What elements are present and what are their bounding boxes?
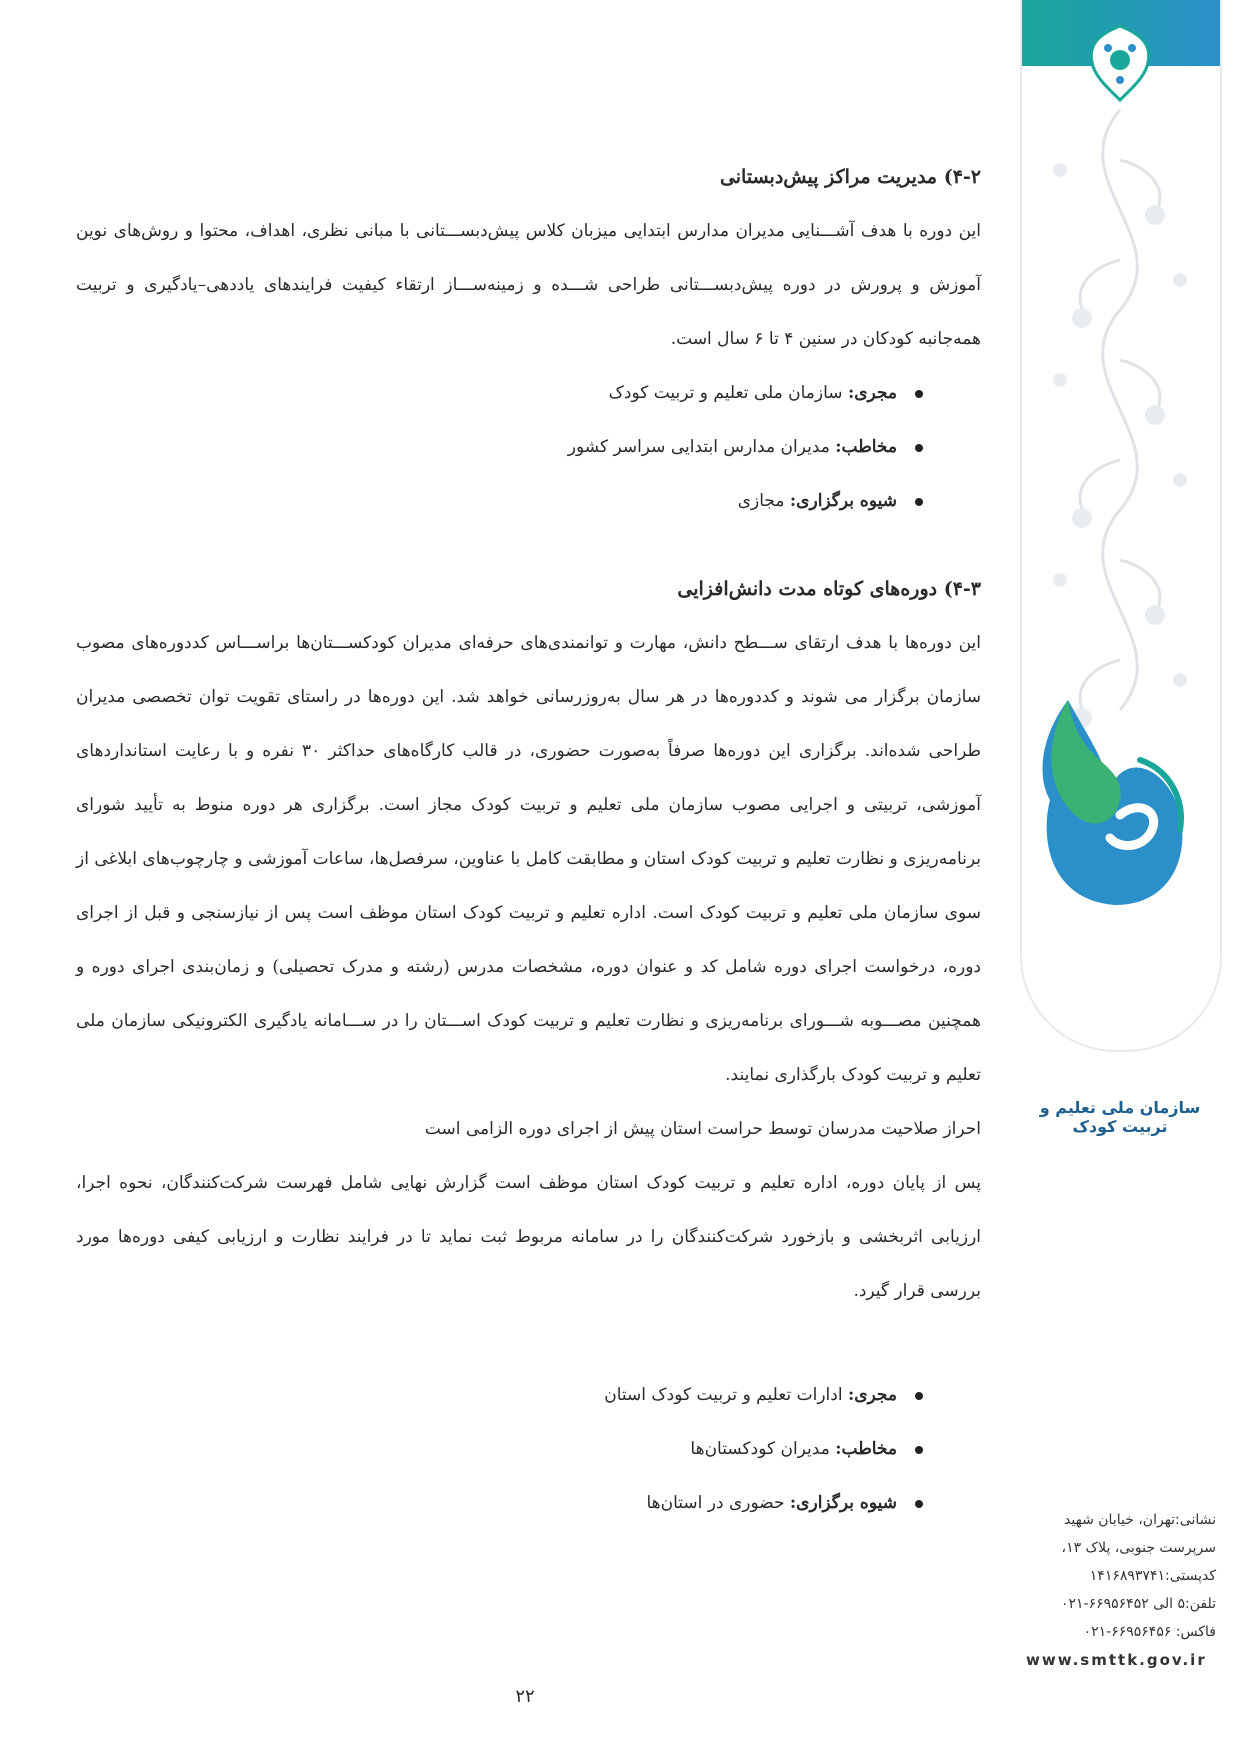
bullet-label: مجری:: [847, 1385, 897, 1405]
fax-number: فاکس: ۶۶۹۵۶۴۵۶-۰۲۱: [1083, 1624, 1216, 1640]
organization-logo-text: سازمان ملی تعلیم و تربیت کودک: [1039, 1098, 1201, 1136]
instructor-clearance-note: احراز صلاحیت مدرسان توسط حراست استان پیش از اجرای دوره الزامی است: [424, 1119, 981, 1139]
organization-emblem-icon: [1043, 700, 1183, 905]
final-report-paragraph: پس از پایان دوره، اداره تعلیم و تربیت کودک استان موظف است گزارش نهایی شامل فهرست شرکت‌کنندگان، نحوه اجرا، ارزیابی اثربخشی و بازخورد شرکت‌کنندگان را در سامانه مربوط ثبت نماید تا در فرایند نظارت و ارزیابی کیفی دوره‌ها مورد بررسی قرار گیرد.: [76, 1173, 982, 1301]
short-courses-details: [76, 1368, 981, 1530]
preschool-management-paragraph: این دوره با هدف آشـــنایی مدیران مدارس ابتدایی میزبان کلاس پیش‌دبســـتانی با مبانی نظری، اهداف، محتوا و روش‌های نوین آموزش و پرورش در دوره پیش‌دبســـتانی طراحی شـــده و زمینه‌ســـاز ارتقاء کیفیت فرایندهای یاددهی–یادگیری و تربیت همه‌جانبه کودکان در سنین ۴ تا ۶ سال است.: [76, 221, 981, 349]
bullet-value: حضوری در استان‌ها: [646, 1493, 785, 1513]
medallion-icon: [1091, 26, 1149, 100]
page-number: ۲۲: [515, 1686, 535, 1707]
list-item: [76, 1476, 923, 1530]
section-heading-preschool-management: ۴-۲) مدیریت مراکز پیش‌دبستانی: [719, 166, 981, 188]
preschool-management-details: [76, 366, 981, 528]
list-item: [76, 474, 923, 528]
bullet-label: شیوه برگزاری:: [789, 1493, 897, 1513]
list-item: [76, 420, 923, 474]
bullet-label: شیوه برگزاری:: [789, 491, 897, 511]
sidebar-decoration: [1020, 0, 1220, 1754]
phone-number: تلفن:۵ الی ۶۶۹۵۶۴۵۲-۰۲۱: [1060, 1596, 1216, 1612]
bullet-value: ادارات تعلیم و تربیت کودک استان: [604, 1385, 843, 1405]
address-line: سرپرست جنوبی، پلاک ۱۳،: [1061, 1540, 1216, 1556]
short-courses-paragraph: این دوره‌ها با هدف ارتقای ســـطح دانش، مهارت و توانمندی‌های حرفه‌ای مدیران کودکســـتان‌ها براســـاس کددوره‌های مصوب سازمان برگزار می شوند و کددوره‌ها در هر سال به‌روزرسانی خواهد شد. این دوره‌ها در راستای تقویت توان تخصصی مدیران طراحی شده‌اند. برگزاری این دوره‌ها صرفاً به‌صورت حضوری، در قالب کارگاه‌های حداکثر ۳۰ نفره و با رعایت استانداردهای آموزشی، تربیتی و اجرایی مصوب سازمان ملی تعلیم و تربیت کودک مجاز است. برگزاری هر دوره منوط به تأیید شورای برنامه‌ریزی و نظارت تعلیم و تربیت کودک استان و مطابقت کامل با عناوین، سرفصل‌ها، ساعات آموزشی و چارچوب‌های ابلاغی از سوی سازمان ملی تعلیم و تربیت کودک است. اداره تعلیم و تربیت کودک استان موظف است پس از نیازسنجی و قبل از اجرای دوره، درخواست اجرای دوره شامل کد و عنوان دوره، مشخصات مدرس (رشته و مدرک تحصیلی) و زمان‌بندی اجرای دوره و همچنین مصـــوبه شـــورای برنامه‌ریزی و نظارت تعلیم و تربیت کودک اســـتان را در ســـامانه یادگیری الکترونیکی سازمان ملی تعلیم و تربیت کودک بارگذاری نمایند.: [75, 633, 982, 1085]
page-content: [76, 150, 981, 1530]
website-link[interactable]: www.smttk.gov.ir: [1026, 1651, 1207, 1669]
bullet-value: مجازی: [737, 491, 785, 511]
section-heading-short-courses: ۴-۳) دوره‌های کوتاه مدت دانش‌افزایی: [677, 578, 981, 600]
postal-code: کدپستی:۱۴۱۶۸۹۳۷۴۱: [1089, 1568, 1216, 1584]
contact-info: [1026, 1506, 1216, 1674]
bullet-value: مدیران مدارس ابتدایی سراسر کشور: [567, 437, 830, 457]
bullet-value: سازمان ملی تعلیم و تربیت کودک: [608, 383, 843, 403]
bullet-label: مخاطب:: [835, 1439, 897, 1459]
floral-ornament-icon: [1020, 0, 1220, 1100]
address-line: نشانی:تهران، خیابان شهید: [1064, 1512, 1216, 1528]
list-item: [76, 366, 923, 420]
list-item: [76, 1368, 923, 1422]
bullet-label: مخاطب:: [835, 437, 897, 457]
bullet-value: مدیران کودکستان‌ها: [690, 1439, 830, 1459]
bullet-label: مجری:: [847, 383, 897, 403]
list-item: [76, 1422, 923, 1476]
